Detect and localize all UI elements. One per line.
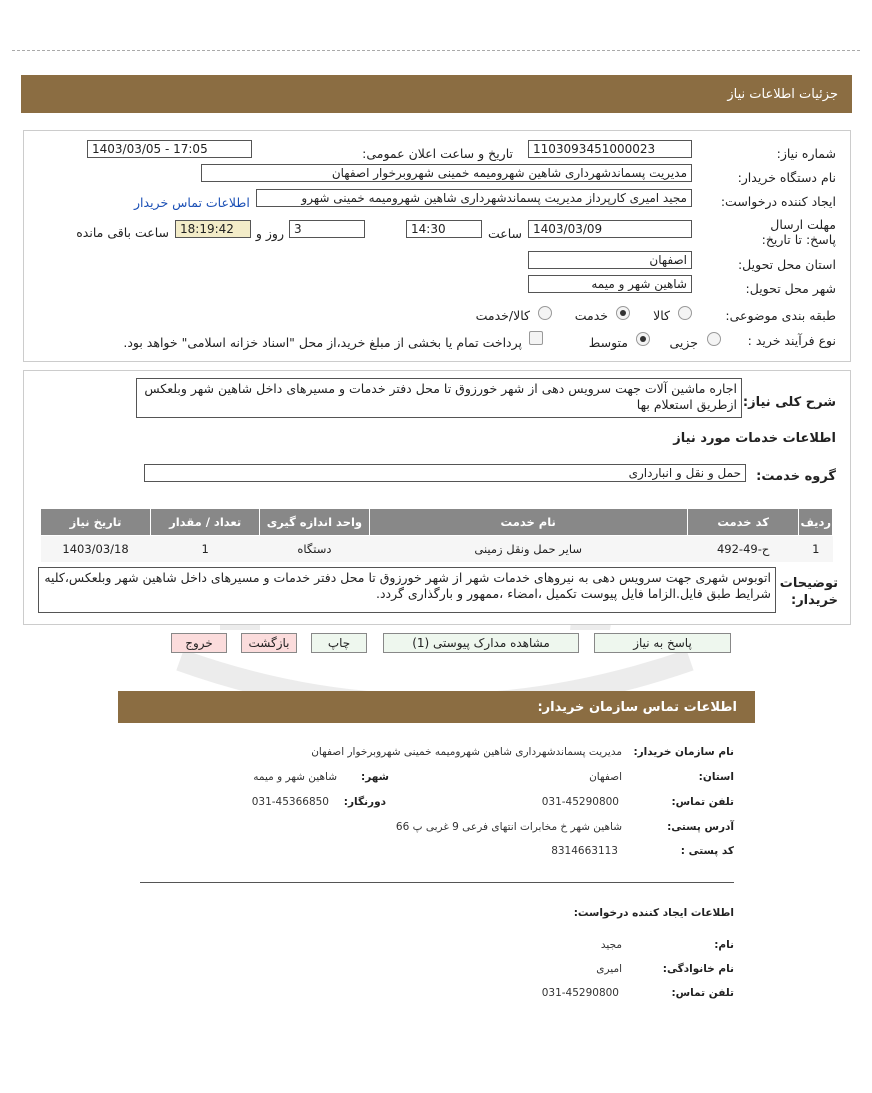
category-option-service: خدمت xyxy=(574,308,608,323)
contact-org-label: نام سازمان خریدار: xyxy=(633,746,734,758)
deadline-date-field: 1403/03/09 xyxy=(528,220,692,238)
contact-org-value: مدیریت پسماندشهرداری شاهین شهرومیمه خمینی شهروبرخوار اصفهان xyxy=(311,746,622,758)
contact-city-label: شهر: xyxy=(361,771,389,783)
contact-address-value: شاهین شهر خ مخابرات انتهای فرعی 9 غربی پ 66 xyxy=(395,821,622,833)
contact-province-value: اصفهان xyxy=(589,771,622,783)
category-label: طبقه بندی موضوعی: xyxy=(725,308,836,323)
service-group-label: گروه خدمت: xyxy=(756,469,836,484)
buyer-notes-box: اتوبوس شهری جهت سرویس دهی به نیروهای خدمات شهر از شهر خورزوق تا محل دفتر خدمات و مسیرهای داخل شاهین شهر وبلعکس،کلیه شرایط طبق فایل.الزاما فایل پیوست تکمیل ،امضاء ،ممهور و بارگذاری گردد. xyxy=(38,567,776,613)
details-header xyxy=(21,75,852,113)
creator-family-label: نام خانوادگی: xyxy=(662,963,734,975)
buyer-contact-link[interactable]: اطلاعات تماس خریدار xyxy=(134,195,250,210)
category-radio-goods[interactable] xyxy=(678,306,692,320)
province-field: اصفهان xyxy=(528,251,692,269)
creator-phone-value: 031-45290800 xyxy=(541,987,619,999)
province-label: استان محل تحویل: xyxy=(737,257,836,272)
services-table xyxy=(40,508,833,562)
process-radio-medium[interactable] xyxy=(636,332,650,346)
service-group-field: حمل و نقل و انبارداری xyxy=(144,464,746,482)
creator-label: ایجاد کننده درخواست: xyxy=(720,194,836,209)
contact-fax-value: 031-45366850 xyxy=(251,796,329,808)
summary-box: اجاره ماشین آلات جهت سرویس دهی از شهر خورزوق تا محل دفتر خدمات و مسیرهای داخل شاهین شهر وبلعکس ازطریق استعلام بها xyxy=(136,378,742,418)
deadline-time-label: ساعت xyxy=(487,226,522,241)
process-option-medium: متوسط xyxy=(588,335,628,350)
respond-button[interactable]: پاسخ به نیاز xyxy=(594,633,731,653)
contact-phone-value: 031-45290800 xyxy=(541,796,619,808)
contact-phone-label: تلفن تماس: xyxy=(671,796,734,808)
cell-service-name: سایر حمل ونقل زمینی xyxy=(369,536,687,563)
services-section-title: اطلاعات خدمات مورد نیاز xyxy=(673,431,836,446)
need-no-field: 1103093451000023 xyxy=(528,140,692,158)
creator-info-title: اطلاعات ایجاد کننده درخواست: xyxy=(573,907,734,919)
contact-header xyxy=(118,691,755,723)
col-quantity: تعداد / مقدار xyxy=(151,509,260,536)
contact-city-value: شاهین شهر و میمه xyxy=(253,771,337,783)
cell-service-code: ح-49-492 xyxy=(687,536,799,563)
days-field: 3 xyxy=(289,220,365,238)
contact-address-label: آدرس پستی: xyxy=(667,821,734,833)
deadline-time-field: 14:30 xyxy=(406,220,482,238)
process-label: نوع فرآیند خرید : xyxy=(747,333,836,348)
creator-name-label: نام: xyxy=(714,939,734,951)
col-service-name: نام خدمت xyxy=(369,509,687,536)
category-radio-goods-service[interactable] xyxy=(538,306,552,320)
page-title: جزئیات اطلاعات نیاز xyxy=(727,87,838,102)
cell-unit: دستگاه xyxy=(260,536,369,563)
category-option-goods: کالا xyxy=(653,308,670,323)
cell-row: 1 xyxy=(799,536,833,563)
creator-field: مجید امیری کارپرداز مدیریت پسماندشهرداری شاهین شهرومیمه خمینی شهرو xyxy=(256,189,692,207)
print-button[interactable]: چاپ xyxy=(311,633,367,653)
summary-label: شرح کلی نیاز: xyxy=(742,395,836,410)
deadline-label: مهلت ارسال پاسخ: تا تاریخ: xyxy=(761,217,836,247)
city-field: شاهین شهر و میمه xyxy=(528,275,692,293)
top-divider xyxy=(12,50,860,51)
remaining-label: ساعت باقی مانده xyxy=(76,225,169,240)
creator-phone-label: تلفن تماس: xyxy=(671,987,734,999)
process-option-minor: جزیی xyxy=(669,335,698,350)
category-option-goods-service: کالا/خدمت xyxy=(475,308,530,323)
need-no-label: شماره نیاز: xyxy=(776,146,836,161)
category-radio-service[interactable] xyxy=(616,306,630,320)
back-button[interactable]: بازگشت xyxy=(241,633,297,653)
buyer-org-field: مدیریت پسماندشهرداری شاهین شهرومیمه خمینی شهروبرخوار اصفهان xyxy=(201,164,692,182)
buyer-notes-label: توضیحات خریدار: xyxy=(779,576,838,608)
contact-postal-value: 8314663113 xyxy=(551,845,618,857)
days-label: روز و xyxy=(255,226,284,241)
buyer-org-label: نام دستگاه خریدار: xyxy=(737,170,836,185)
process-radio-minor[interactable] xyxy=(707,332,721,346)
exit-button[interactable]: خروج xyxy=(171,633,227,653)
treasury-checkbox[interactable] xyxy=(529,331,543,345)
remaining-time-field: 18:19:42 xyxy=(175,220,251,238)
payment-note: پرداخت تمام یا بخشی از مبلغ خرید،از محل "اسناد خزانه اسلامی" خواهد بود. xyxy=(123,335,522,350)
announce-label: تاریخ و ساعت اعلان عمومی: xyxy=(362,146,513,161)
creator-name-value: مجید xyxy=(600,939,622,951)
col-unit: واحد اندازه گیری xyxy=(260,509,369,536)
contact-province-label: استان: xyxy=(698,771,734,783)
contact-title: اطلاعات تماس سازمان خریدار: xyxy=(537,700,737,715)
table-row xyxy=(41,536,833,563)
cell-quantity: 1 xyxy=(151,536,260,563)
col-need-date: تاریخ نیاز xyxy=(41,509,151,536)
cell-need-date: 1403/03/18 xyxy=(41,536,151,563)
contact-fax-label: دورنگار: xyxy=(343,796,386,808)
city-label: شهر محل تحویل: xyxy=(745,281,836,296)
contact-postal-label: کد پستی : xyxy=(680,845,734,857)
col-service-code: کد خدمت xyxy=(687,509,799,536)
announce-field: 1403/03/05 - 17:05 xyxy=(87,140,252,158)
attachments-button[interactable]: مشاهده مدارک پیوستی (1) xyxy=(383,633,579,653)
col-row: ردیف xyxy=(799,509,833,536)
creator-family-value: امیری xyxy=(596,963,622,975)
contact-divider xyxy=(140,882,734,883)
